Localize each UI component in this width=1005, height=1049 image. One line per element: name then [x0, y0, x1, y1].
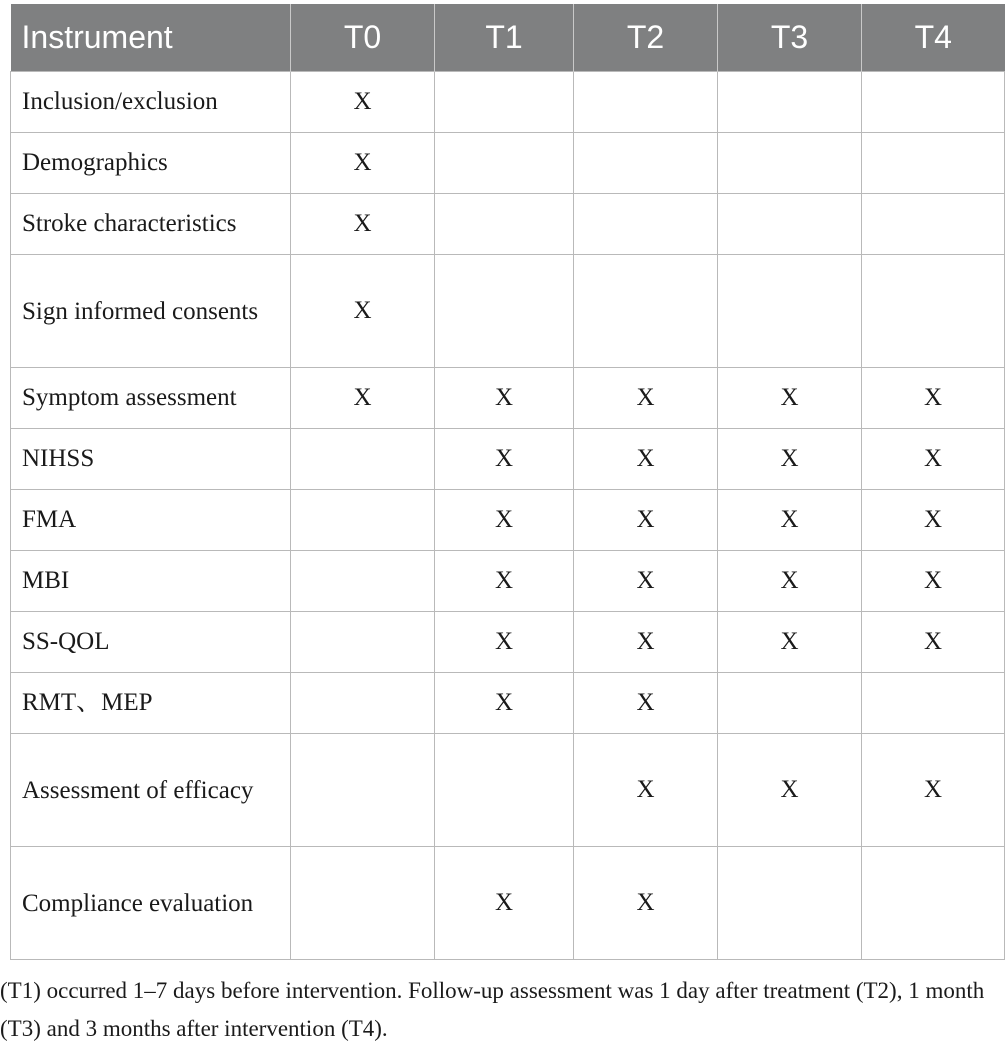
cell-t2: X — [574, 551, 718, 612]
cell-t1: X — [435, 612, 574, 673]
row-label: NIHSS — [11, 429, 291, 490]
cell-t3: X — [718, 734, 862, 847]
cell-t4 — [862, 133, 1005, 194]
cell-t4: X — [862, 490, 1005, 551]
cell-t1: X — [435, 673, 574, 734]
cell-t3 — [718, 72, 862, 133]
cell-t2: X — [574, 429, 718, 490]
cell-t1: X — [435, 490, 574, 551]
table-row — [11, 194, 1005, 255]
cell-t3: X — [718, 429, 862, 490]
cell-t0 — [291, 429, 435, 490]
cell-t4 — [862, 673, 1005, 734]
table-row — [11, 490, 1005, 551]
cell-t1 — [435, 133, 574, 194]
row-label: Symptom assessment — [11, 368, 291, 429]
cell-t3 — [718, 673, 862, 734]
cell-t3: X — [718, 551, 862, 612]
cell-t0: X — [291, 194, 435, 255]
row-label: SS-QOL — [11, 612, 291, 673]
cell-t1: X — [435, 368, 574, 429]
cell-t2: X — [574, 847, 718, 960]
row-label: Sign informed consents — [11, 255, 291, 368]
cell-t0 — [291, 490, 435, 551]
cell-t1: X — [435, 847, 574, 960]
cell-t4: X — [862, 612, 1005, 673]
table-row — [11, 255, 1005, 368]
cell-t1 — [435, 72, 574, 133]
column-header-t4: T4 — [862, 4, 1005, 72]
cell-t3 — [718, 194, 862, 255]
cell-t1 — [435, 255, 574, 368]
cell-t2 — [574, 194, 718, 255]
table-row — [11, 847, 1005, 960]
row-label: Assessment of efficacy — [11, 734, 291, 847]
table-row — [11, 72, 1005, 133]
cell-t3: X — [718, 368, 862, 429]
cell-t2 — [574, 133, 718, 194]
cell-t4: X — [862, 368, 1005, 429]
cell-t2 — [574, 255, 718, 368]
cell-t0 — [291, 551, 435, 612]
table-header — [11, 4, 1005, 72]
table-row — [11, 734, 1005, 847]
cell-t0 — [291, 847, 435, 960]
cell-t3: X — [718, 490, 862, 551]
column-header-t3: T3 — [718, 4, 862, 72]
cell-t1 — [435, 734, 574, 847]
table-row — [11, 551, 1005, 612]
table-row — [11, 673, 1005, 734]
column-header-t0: T0 — [291, 4, 435, 72]
table-row — [11, 429, 1005, 490]
column-header-t1: T1 — [435, 4, 574, 72]
cell-t3 — [718, 133, 862, 194]
cell-t4: X — [862, 429, 1005, 490]
column-header-t2: T2 — [574, 4, 718, 72]
cell-t2: X — [574, 490, 718, 551]
table-row — [11, 133, 1005, 194]
assessment-schedule-table — [10, 4, 1005, 960]
row-label: Stroke characteristics — [11, 194, 291, 255]
cell-t4 — [862, 847, 1005, 960]
row-label: Compliance evaluation — [11, 847, 291, 960]
cell-t4 — [862, 255, 1005, 368]
cell-t0 — [291, 612, 435, 673]
header-row — [11, 4, 1005, 72]
cell-t3: X — [718, 612, 862, 673]
row-label: Inclusion/exclusion — [11, 72, 291, 133]
cell-t2: X — [574, 368, 718, 429]
cell-t1: X — [435, 429, 574, 490]
cell-t4 — [862, 72, 1005, 133]
cell-t0 — [291, 673, 435, 734]
row-label: Demographics — [11, 133, 291, 194]
cell-t4 — [862, 194, 1005, 255]
cell-t2: X — [574, 673, 718, 734]
cell-t0 — [291, 734, 435, 847]
cell-t4: X — [862, 734, 1005, 847]
column-header-instrument: Instrument — [11, 4, 291, 72]
cell-t3 — [718, 255, 862, 368]
table-footnote: (T1) occurred 1–7 days before intervention. Follow-up assessment was 1 day after treatment (T2), 1 month (T3) and 3 months after intervention (T4). — [0, 978, 985, 1041]
cell-t0: X — [291, 368, 435, 429]
cell-t0: X — [291, 255, 435, 368]
cell-t4: X — [862, 551, 1005, 612]
cell-t2: X — [574, 734, 718, 847]
cell-t3 — [718, 847, 862, 960]
cell-t0: X — [291, 72, 435, 133]
row-label: RMT、MEP — [11, 673, 291, 734]
cell-t1: X — [435, 551, 574, 612]
cell-t0: X — [291, 133, 435, 194]
row-label: FMA — [11, 490, 291, 551]
table-row — [11, 368, 1005, 429]
cell-t1 — [435, 194, 574, 255]
table-body — [11, 72, 1005, 960]
table-row — [11, 612, 1005, 673]
cell-t2: X — [574, 612, 718, 673]
row-label: MBI — [11, 551, 291, 612]
cell-t2 — [574, 72, 718, 133]
